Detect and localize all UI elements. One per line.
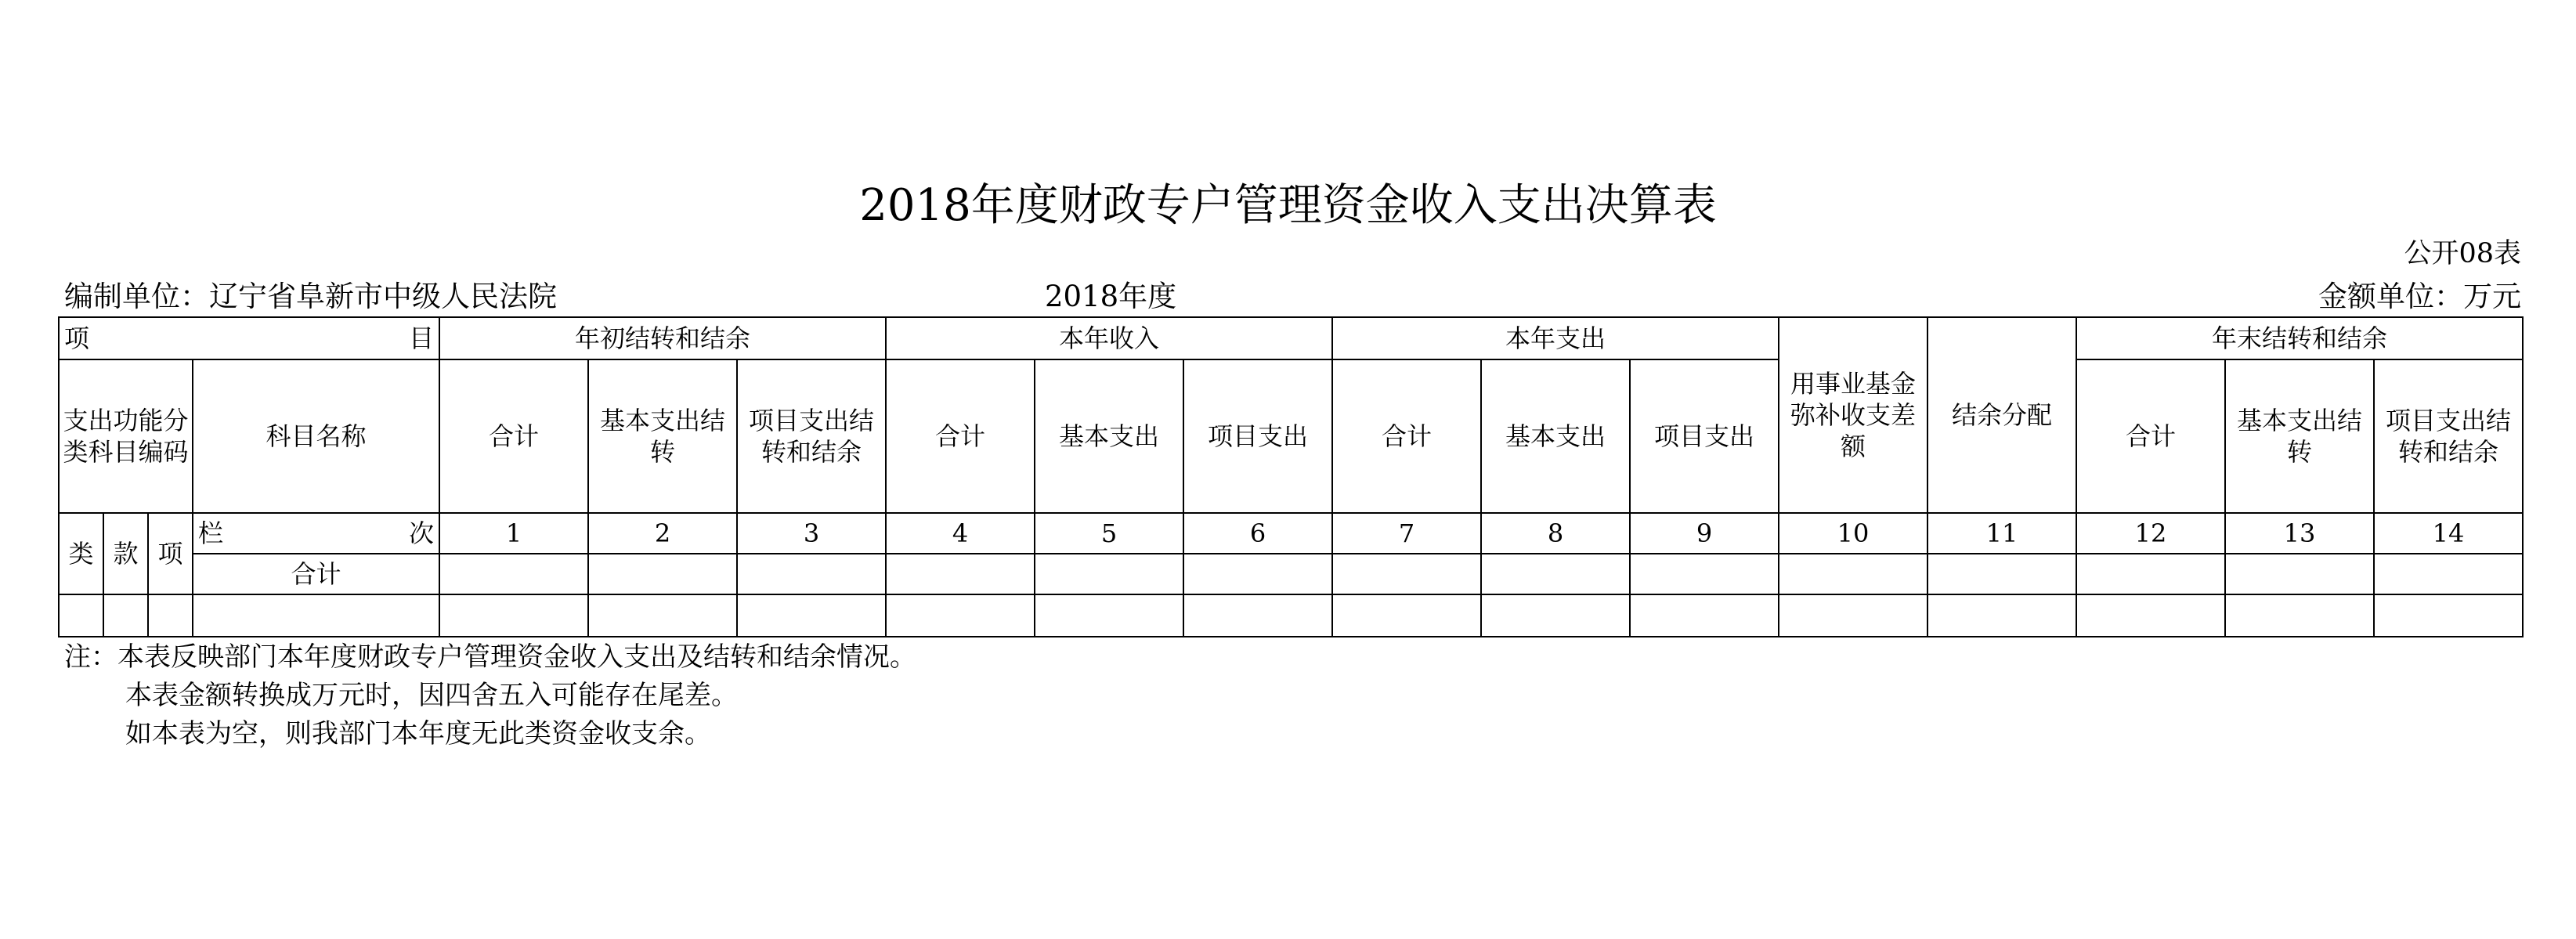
col-number: 8 (1481, 513, 1630, 554)
compiling-unit: 编制单位：辽宁省阜新市中级人民法院 (64, 280, 557, 313)
money-unit: 金额单位：万元 (2318, 280, 2521, 313)
header-mu: 目 (409, 323, 435, 353)
col-number: 6 (1183, 513, 1332, 554)
header-lei: 类 (59, 513, 103, 594)
table-cell (737, 554, 886, 594)
table-cell (588, 554, 737, 594)
header-begin-total: 合计 (439, 359, 588, 513)
col-number: 7 (1332, 513, 1481, 554)
header-function-code: 支出功能分类科目编码 (59, 359, 193, 513)
note-line: 本表金额转换成万元时，因四舍五入可能存在尾差。 (125, 680, 738, 711)
table-cell (1481, 594, 1630, 637)
group-begin-balance: 年初结转和结余 (439, 317, 886, 359)
group-annual-income: 本年收入 (886, 317, 1332, 359)
header-kuan: 款 (103, 513, 148, 594)
note-line: 如本表为空，则我部门本年度无此类资金收支余。 (125, 718, 711, 749)
table-cell (1779, 594, 1927, 637)
total-row-label: 合计 (193, 554, 439, 594)
header-expense-total: 合计 (1332, 359, 1481, 513)
col-number: 14 (2374, 513, 2523, 554)
header-expense-project: 项目支出 (1630, 359, 1779, 513)
header-xiang-code: 项 (148, 513, 193, 594)
table-cell (1183, 554, 1332, 594)
header-end-total: 合计 (2076, 359, 2225, 513)
table-cell (1779, 554, 1927, 594)
col-number: 12 (2076, 513, 2225, 554)
group-annual-expense: 本年支出 (1332, 317, 1779, 359)
group-end-balance: 年末结转和结余 (2076, 317, 2523, 359)
header-end-basic: 基本支出结转 (2225, 359, 2374, 513)
table-cell (439, 554, 588, 594)
table-cell (1035, 554, 1183, 594)
header-xiang: 项 (64, 323, 90, 353)
col-number: 5 (1035, 513, 1183, 554)
form-number: 公开08表 (2404, 238, 2521, 269)
table-cell (1927, 554, 2076, 594)
table-cell (193, 594, 439, 637)
table-cell (588, 594, 737, 637)
header-lan-ci (193, 513, 439, 554)
table-cell (2225, 594, 2374, 637)
header-surplus-distribution: 结余分配 (1927, 317, 2076, 513)
table-cell (1630, 594, 1779, 637)
table-row (59, 594, 2523, 637)
table-cell (1183, 594, 1332, 637)
col-number: 13 (2225, 513, 2374, 554)
table-cell (2076, 554, 2225, 594)
table-cell (2374, 554, 2523, 594)
table-cell (439, 594, 588, 637)
notes (64, 638, 916, 753)
header-subject-name: 科目名称 (193, 359, 439, 513)
col-number: 1 (439, 513, 588, 554)
header-income-basic: 基本支出 (1035, 359, 1183, 513)
budget-table (58, 316, 2524, 637)
header-begin-basic: 基本支出结转 (588, 359, 737, 513)
header-xiang-mu (59, 317, 439, 359)
table-cell (1481, 554, 1630, 594)
header-ci: 次 (409, 518, 435, 548)
col-number: 11 (1927, 513, 2076, 554)
table-cell (886, 554, 1035, 594)
table-cell (886, 594, 1035, 637)
table-cell (1332, 554, 1481, 594)
header-income-project: 项目支出 (1183, 359, 1332, 513)
col-number: 4 (886, 513, 1035, 554)
table-cell (103, 594, 148, 637)
table-cell (1927, 594, 2076, 637)
table-cell (2225, 554, 2374, 594)
table-cell (1630, 554, 1779, 594)
table-cell (1035, 594, 1183, 637)
header-fund-offset: 用事业基金弥补收支差额 (1779, 317, 1927, 513)
col-number: 10 (1779, 513, 1927, 554)
note-line: 注：本表反映部门本年度财政专户管理资金收入支出及结转和结余情况。 (64, 641, 916, 673)
header-income-total: 合计 (886, 359, 1035, 513)
table-cell (2374, 594, 2523, 637)
header-lan: 栏 (198, 518, 224, 548)
col-number: 2 (588, 513, 737, 554)
table-cell (59, 594, 103, 637)
table-cell (148, 594, 193, 637)
table-cell (737, 594, 886, 637)
col-number: 9 (1630, 513, 1779, 554)
page-title: 2018年度财政专户管理资金收入支出决算表 (859, 180, 1717, 231)
header-end-project: 项目支出结转和结余 (2374, 359, 2523, 513)
table-cell (1332, 594, 1481, 637)
header-begin-project: 项目支出结转和结余 (737, 359, 886, 513)
table-cell (2076, 594, 2225, 637)
header-expense-basic: 基本支出 (1481, 359, 1630, 513)
fiscal-year: 2018年度 (1045, 280, 1177, 313)
col-number: 3 (737, 513, 886, 554)
